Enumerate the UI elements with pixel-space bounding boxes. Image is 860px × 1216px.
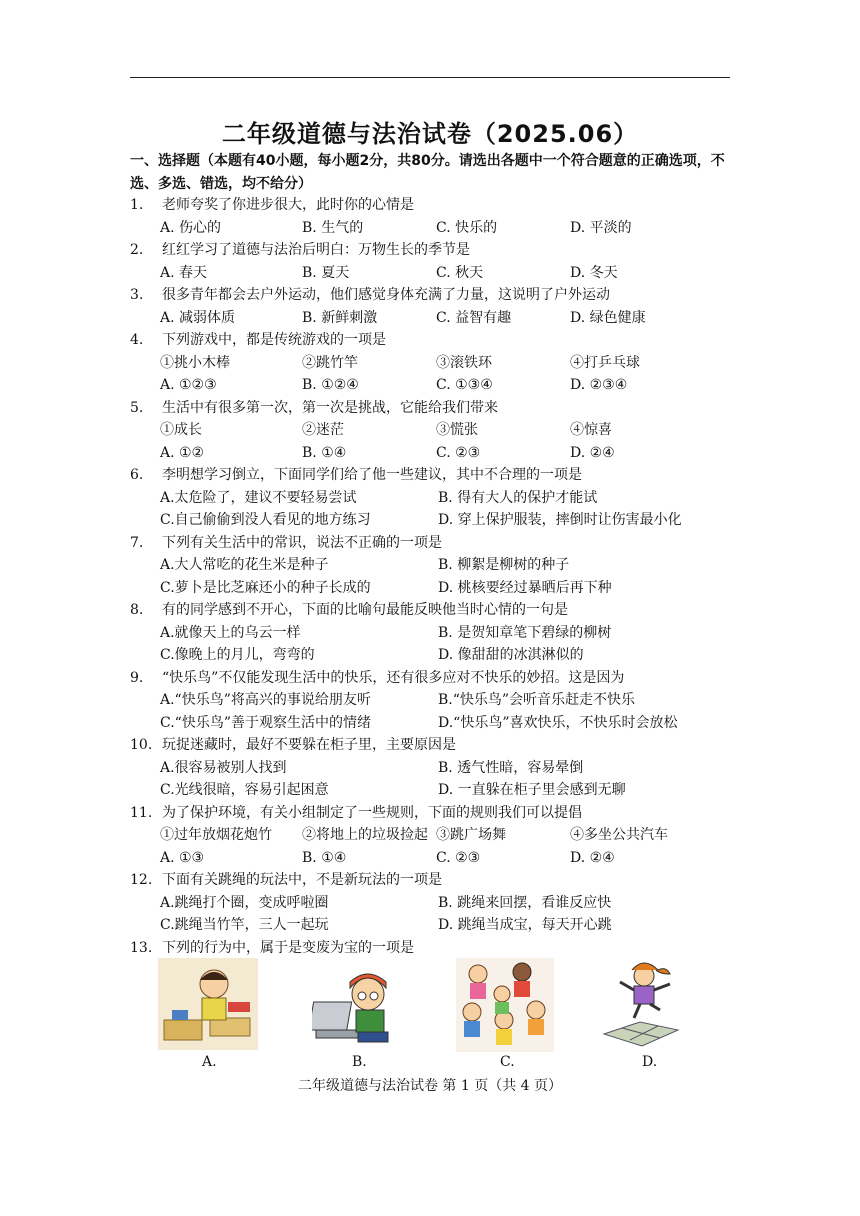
section-heading: 一、选择题（本题有40小题，每小题2分，共80分。请选出各题中一个符合题意的正确选项，不选、多选、错选，均不给分） [130, 153, 725, 192]
option-row [130, 217, 740, 240]
answer-option: D. ②③④ [570, 377, 628, 393]
answer-option: C. 秋天 [436, 264, 484, 281]
question-stem: 下列游戏中，都是传统游戏的一项是 [162, 332, 386, 348]
question-stem-line [130, 937, 740, 960]
q13-pictures [0, 958, 860, 1078]
answer-option: D.“快乐鸟”喜欢快乐，不快乐时会放松 [438, 714, 678, 731]
question-number: 7. [130, 534, 144, 551]
answer-option: ④多坐公共汽车 [570, 827, 668, 843]
answer-option: ③慌张 [436, 422, 478, 438]
option-row [130, 487, 740, 510]
picture-label-a: A. [202, 1054, 217, 1070]
question-number: 6. [130, 467, 144, 483]
question-stem: 有的同学感到不开心，下面的比喻句最能反映他当时心情的一句是 [162, 602, 568, 618]
question-stem: 下列的行为中，属于是变废为宝的一项是 [162, 939, 414, 956]
picture-label-b: B. [352, 1054, 367, 1070]
question-stem-line [130, 284, 740, 307]
answer-option: ④惊喜 [570, 422, 612, 438]
answer-option: C.像晚上的月儿，弯弯的 [160, 647, 315, 663]
question-number: 5. [130, 399, 144, 416]
answer-option: C. ②③ [436, 849, 481, 866]
option-row [130, 689, 740, 712]
question-stem-line [130, 464, 740, 487]
question-stem: 下列有关生活中的常识，说法不正确的一项是 [162, 534, 442, 551]
question-stem: “快乐鸟”不仅能发现生活中的快乐，还有很多应对不快乐的妙招。这是因为 [162, 669, 625, 686]
answer-option: D. 像甜甜的冰淇淋似的 [438, 647, 584, 663]
question-number: 11. [130, 804, 153, 821]
question-stem-line [130, 329, 740, 352]
answer-option: C. ①③④ [436, 377, 493, 393]
answer-option: B. ①④ [302, 849, 347, 866]
answer-option: ③跳广场舞 [436, 827, 506, 843]
answer-option: D. 桃核要经过暴晒后再下种 [438, 579, 612, 596]
page-footer: 二年级道德与法治试卷 第 1 页（共 4 页） [297, 1078, 563, 1094]
answer-option: A. 减弱体质 [160, 309, 236, 326]
answer-option: A. ①②③ [160, 377, 217, 393]
question-stem: 为了保护环境，有关小组制定了一些规则，下面的规则我们可以提倡 [162, 804, 582, 821]
option-row [130, 757, 740, 780]
answer-option: D. ②④ [570, 849, 615, 866]
header-rule [130, 77, 730, 78]
answer-option: A. ①③ [160, 849, 205, 866]
option-row [130, 824, 740, 847]
answer-option: D. 平淡的 [570, 219, 632, 236]
answer-option: ②将地上的垃圾捡起 [302, 827, 428, 843]
answer-option: D. 一直躲在柜子里会感到无聊 [438, 782, 626, 798]
question-stem: 老师夸奖了你进步很大，此时你的心情是 [162, 197, 414, 213]
question-stem: 生活中有很多第一次，第一次是挑战，它能给我们带来 [162, 399, 498, 416]
question-number: 12. [130, 872, 153, 888]
option-row [130, 554, 740, 577]
option-row [130, 419, 740, 442]
answer-option: A.就像天上的乌云一样 [160, 624, 301, 641]
answer-option: D. 绿色健康 [570, 309, 646, 326]
answer-option: C. 益智有趣 [436, 309, 512, 326]
answer-option: B. 透气性暗，容易晕倒 [438, 759, 584, 776]
question-stem-line [130, 667, 740, 690]
question-number: 10. [130, 737, 153, 753]
question-stem: 很多青年都会去户外运动，他们感觉身体充满了力量，这说明了户外运动 [162, 287, 610, 303]
question-number: 3. [130, 287, 144, 303]
question-stem-line [130, 239, 740, 262]
answer-option: ②跳竹竿 [302, 354, 358, 371]
page-title: 二年级道德与法治试卷（2025.06） [221, 120, 639, 148]
answer-option: A. ①② [160, 444, 205, 461]
question-number: 9. [130, 669, 144, 686]
option-row [130, 262, 740, 285]
answer-option: A.很容易被别人找到 [160, 759, 287, 776]
option-row [130, 352, 740, 375]
picture-a-child-with-boxes [158, 958, 258, 1050]
option-row [130, 644, 740, 667]
answer-option: B. 是贺知章笔下碧绿的柳树 [438, 624, 612, 641]
question-stem-line [130, 599, 740, 622]
answer-option: D. ②④ [570, 444, 615, 461]
answer-option: D. 冬天 [570, 264, 618, 281]
answer-option: B.“快乐鸟”会听音乐赶走不快乐 [438, 692, 636, 708]
answer-option: D. 穿上保护服装，摔倒时让伤害最小化 [438, 512, 682, 528]
answer-option: D. 跳绳当成宝，每天开心跳 [438, 917, 612, 933]
question-stem: 李明想学习倒立，下面同学们给了他一些建议，其中不合理的一项是 [162, 467, 582, 483]
answer-option: ④打乒乓球 [570, 354, 640, 371]
answer-option: A. 春天 [160, 264, 208, 281]
answer-option: B. 生气的 [302, 219, 364, 236]
answer-option: A.“快乐鸟”将高兴的事说给朋友听 [160, 692, 371, 708]
option-row [130, 509, 740, 532]
question-number: 4. [130, 332, 144, 348]
answer-option: C.萝卜是比芝麻还小的种子长成的 [160, 579, 371, 596]
answer-option: C.跳绳当竹竿，三人一起玩 [160, 917, 329, 933]
question-number: 1. [130, 197, 144, 213]
answer-option: B. 得有大人的保护才能试 [438, 489, 598, 506]
option-row [130, 779, 740, 802]
picture-b-boy-at-computer [312, 966, 402, 1050]
answer-option: B. 柳絮是柳树的种子 [438, 557, 570, 573]
option-row [130, 442, 740, 465]
question-stem-line [130, 802, 740, 825]
option-row [130, 577, 740, 600]
answer-option: ②迷茫 [302, 422, 344, 438]
question-number: 2. [130, 242, 144, 258]
picture-c-children-playing [456, 958, 554, 1052]
question-stem-line [130, 194, 740, 217]
answer-option: A. 伤心的 [160, 219, 222, 236]
question-number: 13. [130, 939, 153, 956]
question-stem: 红红学习了道德与法治后明白：万物生长的季节是 [162, 242, 470, 258]
answer-option: A.大人常吃的花生米是种子 [160, 557, 329, 573]
option-row [130, 622, 740, 645]
question-stem-line [130, 397, 740, 420]
question-stem: 下面有关跳绳的玩法中，不是新玩法的一项是 [162, 872, 442, 888]
answer-option: B. ①②④ [302, 377, 359, 393]
answer-option: C.光线很暗，容易引起困意 [160, 782, 329, 798]
answer-option: B. ①④ [302, 444, 347, 461]
answer-option: A.太危险了，建议不要轻易尝试 [160, 489, 357, 506]
answer-option: ③滚铁环 [436, 354, 492, 371]
question-stem-line [130, 734, 740, 757]
answer-option: C. ②③ [436, 444, 481, 461]
option-row [130, 307, 740, 330]
answer-option: C.“快乐鸟”善于观察生活中的情绪 [160, 714, 371, 731]
answer-option: ①挑小木棒 [160, 354, 230, 371]
answer-option: B. 新鲜刺激 [302, 309, 378, 326]
option-row [130, 892, 740, 915]
question-stem: 玩捉迷藏时，最好不要躲在柜子里，主要原因是 [162, 737, 456, 753]
answer-option: B. 夏天 [302, 264, 350, 281]
question-stem-line [130, 869, 740, 892]
option-row [130, 712, 740, 735]
answer-option: B. 跳绳来回摆，看谁反应快 [438, 894, 612, 911]
question-stem-line [130, 532, 740, 555]
answer-option: A.跳绳打个圈，变成呼啦圈 [160, 894, 329, 911]
picture-label-d: D. [642, 1054, 658, 1070]
picture-d-girl-hopscotch [600, 960, 682, 1050]
picture-label-c: C. [500, 1054, 515, 1070]
option-row [130, 374, 740, 397]
option-row [130, 847, 740, 870]
question-number: 8. [130, 602, 144, 618]
answer-option: C.自己偷偷到没人看见的地方练习 [160, 512, 371, 528]
option-row [130, 914, 740, 937]
answer-option: C. 快乐的 [436, 219, 498, 236]
answer-option: ①成长 [160, 422, 202, 438]
question-list [130, 194, 740, 959]
answer-option: ①过年放烟花炮竹 [160, 827, 272, 843]
